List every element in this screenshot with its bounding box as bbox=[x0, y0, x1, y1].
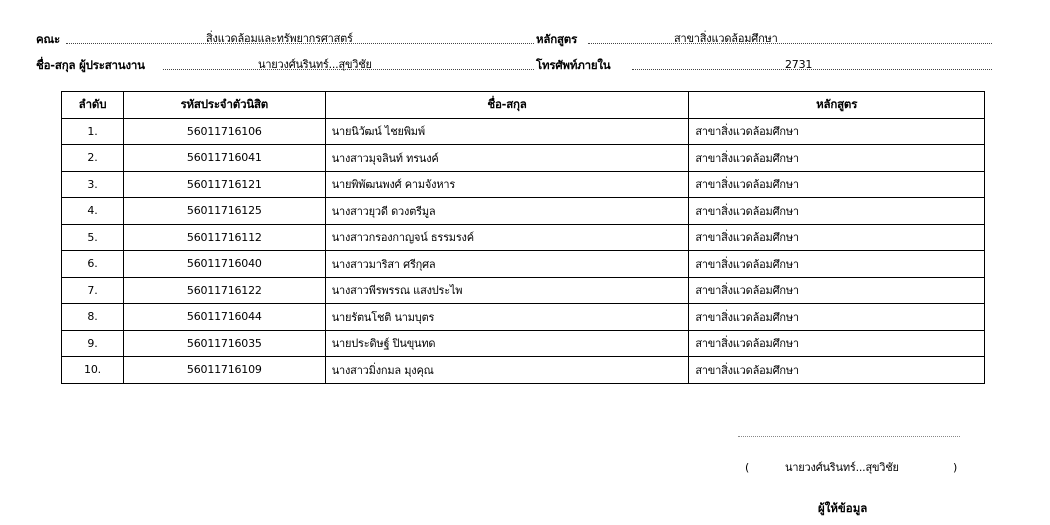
column-header-program: หลักสูตร bbox=[689, 92, 985, 119]
signature-dotted-line bbox=[738, 430, 960, 437]
faculty-program-row bbox=[36, 30, 992, 48]
row-program: สาขาสิ่งแวดล้อมศึกษา bbox=[689, 304, 985, 331]
row-order: 2. bbox=[62, 145, 124, 172]
row-name: นางสาวพีรพรรณ แสงประไพ bbox=[325, 277, 689, 304]
row-order: 8. bbox=[62, 304, 124, 331]
row-student-id: 56011716040 bbox=[123, 251, 325, 278]
table-row bbox=[62, 224, 985, 251]
row-student-id: 56011716044 bbox=[123, 304, 325, 331]
program-value: สาขาสิ่งแวดล้อมศึกษา bbox=[674, 32, 778, 45]
row-name: นางสาวมุจลินท์ ทรนงค์ bbox=[325, 145, 689, 172]
row-program: สาขาสิ่งแวดล้อมศึกษา bbox=[689, 330, 985, 357]
table-row bbox=[62, 277, 985, 304]
signature-close-paren: ) bbox=[953, 461, 958, 474]
row-program: สาขาสิ่งแวดล้อมศึกษา bbox=[689, 198, 985, 225]
column-header-order: ลำดับ bbox=[62, 92, 124, 119]
program-dotted-line bbox=[588, 30, 992, 44]
row-student-id: 56011716121 bbox=[123, 171, 325, 198]
row-name: นางสาวกรองกาญจน์ ธรรมรงค์ bbox=[325, 224, 689, 251]
row-program: สาขาสิ่งแวดล้อมศึกษา bbox=[689, 145, 985, 172]
table-row bbox=[62, 171, 985, 198]
row-student-id: 56011716122 bbox=[123, 277, 325, 304]
signature-name: นายวงศ์นรินทร์...สุขวิชัย bbox=[785, 461, 899, 474]
row-name: นายรัตนโชติ นามบุตร bbox=[325, 304, 689, 331]
row-student-id: 56011716109 bbox=[123, 357, 325, 384]
row-student-id: 56011716035 bbox=[123, 330, 325, 357]
row-name: นางสาวมิ่งกมล มุงคุณ bbox=[325, 357, 689, 384]
column-header-student-id: รหัสประจำตัวนิสิต bbox=[123, 92, 325, 119]
row-order: 1. bbox=[62, 118, 124, 145]
row-student-id: 56011716106 bbox=[123, 118, 325, 145]
table-row bbox=[62, 330, 985, 357]
coordinator-value: นายวงศ์นรินทร์...สุขวิชัย bbox=[258, 58, 372, 71]
row-program: สาขาสิ่งแวดล้อมศึกษา bbox=[689, 224, 985, 251]
row-student-id: 56011716041 bbox=[123, 145, 325, 172]
signature-role: ผู้ให้ข้อมูล bbox=[818, 501, 868, 515]
row-order: 6. bbox=[62, 251, 124, 278]
row-name: นางสาวยุวดี ดวงตรีมูล bbox=[325, 198, 689, 225]
signature-name-line bbox=[745, 459, 960, 477]
table-row bbox=[62, 198, 985, 225]
faculty-value: สิ่งแวดล้อมและทรัพยากรศาสตร์ bbox=[206, 32, 353, 45]
row-order: 10. bbox=[62, 357, 124, 384]
row-student-id: 56011716125 bbox=[123, 198, 325, 225]
row-order: 5. bbox=[62, 224, 124, 251]
student-roster-table bbox=[61, 91, 985, 384]
table-row bbox=[62, 145, 985, 172]
row-student-id: 56011716112 bbox=[123, 224, 325, 251]
phone-label: โทรศัพท์ภายใน bbox=[536, 58, 611, 72]
row-order: 9. bbox=[62, 330, 124, 357]
coordinator-phone-row bbox=[36, 56, 992, 74]
row-program: สาขาสิ่งแวดล้อมศึกษา bbox=[689, 357, 985, 384]
signature-open-paren: ( bbox=[745, 461, 750, 474]
table-row bbox=[62, 304, 985, 331]
row-name: นายประดิษฐ์ ปินขุนทด bbox=[325, 330, 689, 357]
row-order: 3. bbox=[62, 171, 124, 198]
row-name: นายพิพัฒนพงศ์ คามจังหาร bbox=[325, 171, 689, 198]
row-order: 7. bbox=[62, 277, 124, 304]
row-name: นางสาวมาริสา ศรีกุศล bbox=[325, 251, 689, 278]
table-header-row bbox=[62, 92, 985, 119]
row-program: สาขาสิ่งแวดล้อมศึกษา bbox=[689, 118, 985, 145]
program-label: หลักสูตร bbox=[536, 32, 578, 46]
coordinator-label: ชื่อ-สกุล ผู้ประสานงาน bbox=[36, 58, 145, 72]
table-row bbox=[62, 357, 985, 384]
phone-value: 2731 bbox=[785, 58, 813, 71]
row-program: สาขาสิ่งแวดล้อมศึกษา bbox=[689, 171, 985, 198]
table-row bbox=[62, 251, 985, 278]
row-program: สาขาสิ่งแวดล้อมศึกษา bbox=[689, 277, 985, 304]
column-header-name: ชื่อ-สกุล bbox=[325, 92, 689, 119]
row-order: 4. bbox=[62, 198, 124, 225]
row-name: นายนิวัฒน์ ไชยพิมพ์ bbox=[325, 118, 689, 145]
faculty-label: คณะ bbox=[36, 32, 60, 46]
row-program: สาขาสิ่งแวดล้อมศึกษา bbox=[689, 251, 985, 278]
table-row bbox=[62, 118, 985, 145]
